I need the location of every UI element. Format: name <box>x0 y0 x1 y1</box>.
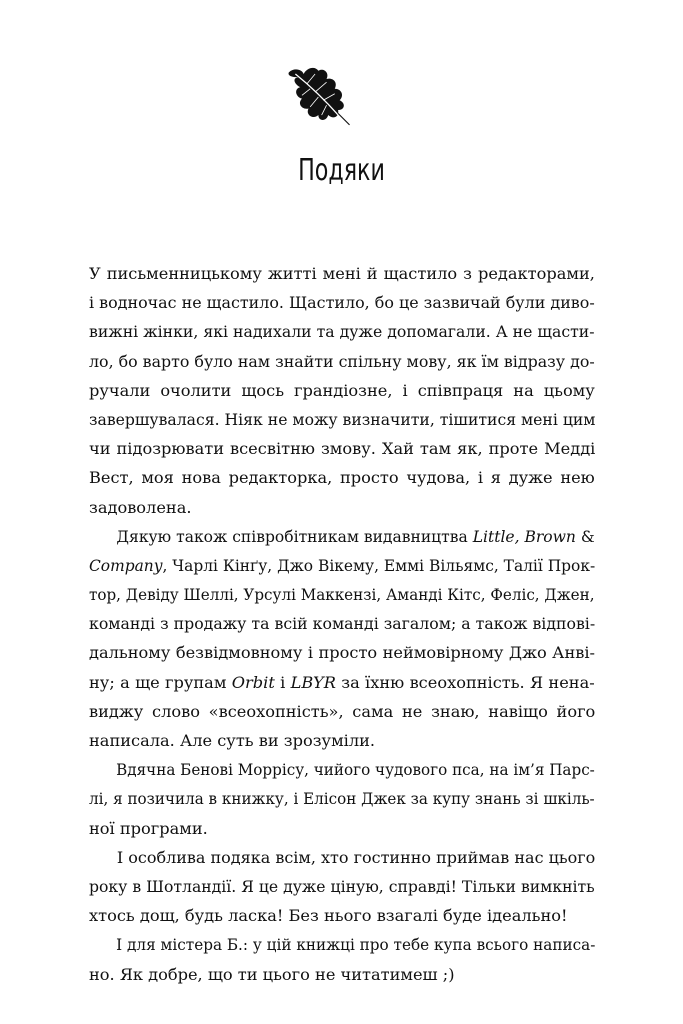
text-run: і <box>274 672 291 692</box>
text-line <box>89 697 595 726</box>
text-line <box>89 960 595 989</box>
paragraph <box>89 522 595 756</box>
text-line <box>89 259 595 288</box>
text-line <box>89 288 595 317</box>
text-line <box>89 463 595 492</box>
text-run: Дякую також співробітникам видавництва <box>116 526 473 546</box>
text-run: року в Шотландії. Я це дуже ціную, справді! Тільки вимкніть <box>89 876 595 896</box>
text-run: І для містера Б.: у цій книжці про тебе купа всього написа- <box>116 935 596 955</box>
text-run: тор, Девіду Шеллі, Урсулі Маккензі, Аманді Кітс, Феліс, Джен, <box>89 585 595 605</box>
paragraph <box>89 843 595 931</box>
text-run: & <box>575 526 595 546</box>
text-run: команді з продажу та всій команді загалом; а також відпові- <box>89 614 596 634</box>
italic-name: LBYR <box>290 672 336 692</box>
text-line <box>89 376 595 405</box>
text-line <box>89 522 595 551</box>
text-line <box>89 405 595 434</box>
paragraph <box>89 259 595 522</box>
text-line <box>89 814 595 843</box>
italic-name: Orbit <box>231 672 275 692</box>
text-line <box>89 930 595 959</box>
italic-name: Company <box>89 555 163 575</box>
text-run: ної програми. <box>89 818 208 838</box>
oak-leaf-icon <box>279 56 361 138</box>
italic-name: Little, Brown <box>472 526 576 546</box>
text-line <box>89 493 595 522</box>
text-run: чи підозрювати всесвітню змову. Хай там як, проте Медді <box>89 439 596 459</box>
text-run: но. Як добре, що ти цього не читатимеш ;) <box>89 964 455 984</box>
text-run: ручали очолити щось грандіозне, і співпраця на цьому <box>89 380 595 400</box>
text-run: вижні жінки, які надихали та дуже допомагали. А не щасти- <box>89 322 595 342</box>
text-run: ну; а ще групам <box>89 672 232 692</box>
acknowledgements-text <box>89 259 595 989</box>
text-run: Вдячна Бенові Моррісу, чийого чудового пса, на ім’я Парс- <box>116 760 595 780</box>
text-run: і водночас не щастило. Щастило, бо це зазвичай були диво- <box>89 293 595 313</box>
text-run: за їхню всеохопність. Я нена- <box>335 672 595 692</box>
text-line <box>89 901 595 930</box>
text-line <box>89 609 595 638</box>
text-run: , Чарлі Кінґу, Джо Вікему, Еммі Вільямс, Талії Прок- <box>162 555 596 575</box>
text-run: Вест, моя нова редакторка, просто чудова, і я дуже нею <box>89 468 595 488</box>
page-title: Подяки <box>298 153 385 188</box>
text-line <box>89 668 595 697</box>
text-line <box>89 872 595 901</box>
text-line <box>89 843 595 872</box>
text-line <box>89 784 595 813</box>
text-run: хтось дощ, будь ласка! Без нього взагалі буде ідеально! <box>89 906 568 926</box>
text-run: дальному безвідмовному і просто неймовірному Джо Анві- <box>89 643 595 663</box>
text-run: І особлива подяка всім, хто гостинно приймав нас цього <box>116 847 596 867</box>
text-run: У письменницькому житті мені й щастило з редакторами, <box>89 264 595 283</box>
text-line <box>89 755 595 784</box>
text-line <box>89 347 595 376</box>
paragraph <box>89 755 595 843</box>
text-line <box>89 551 595 580</box>
text-run: виджу слово «всеохопність», сама не знаю, навіщо його <box>89 701 596 721</box>
text-line <box>89 580 595 609</box>
text-run: написала. Але суть ви зрозуміли. <box>89 731 376 750</box>
text-run: задоволена. <box>89 497 192 517</box>
text-line <box>89 317 595 346</box>
text-run: завершувалася. Ніяк не можу визначити, тішитися мені цим <box>89 409 596 429</box>
text-line <box>89 726 595 755</box>
text-run: ло, бо варто було нам знайти спільну мову, як їм відразу до- <box>89 351 595 371</box>
text-line <box>89 638 595 667</box>
paragraph <box>89 930 595 988</box>
text-line <box>89 434 595 463</box>
text-run: лі, я позичила в книжку, і Елісон Джек за купу знань зі шкіль- <box>89 789 595 809</box>
